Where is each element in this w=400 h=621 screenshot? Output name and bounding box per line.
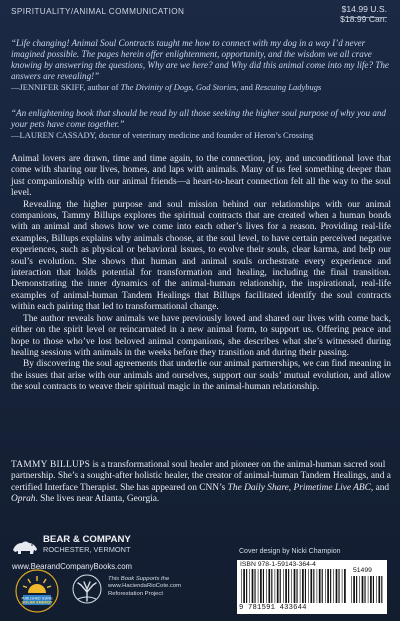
cover-design-credit: Cover design by Nicki Champion [239,548,341,555]
barcode-bar [300,569,301,603]
barcode-bar [336,569,338,603]
barcode-bar [291,569,292,603]
price-addon-bars [350,576,384,603]
barcode-bar [378,576,380,603]
quote-lead: “Life changing! [11,38,72,48]
price-addon-digits: 51499 [353,567,372,574]
price-divider [345,17,387,18]
barcode-bar [241,569,242,603]
barcode-bar [268,569,270,603]
testimonial-quote [11,108,391,141]
solar-energy-seal-icon [14,568,60,614]
reforestation-line3: Reforestation Project [108,590,164,597]
author-name: TAMMY BILLUPS [11,460,91,470]
barcode-bars [240,569,346,603]
barcode-bar [310,569,312,603]
isbn-barcode [237,560,387,614]
barcode-bar [271,569,272,603]
barcode-bar [330,569,331,603]
testimonial-quote [11,38,391,93]
seal-line1: PUBLISHED USING [21,596,53,601]
barcode-bar [373,576,374,603]
description-text [11,154,391,394]
barcode-bar [308,569,309,603]
price-can: $18.99 Can. [340,14,387,24]
quote-attribution [11,82,391,93]
bear-logo-icon [12,536,38,556]
barcode-bar [302,569,304,603]
barcode-bar [260,569,262,603]
barcode-bar [353,576,355,603]
barcode-bar [313,569,314,603]
bio-shows: The Daily Share, Primetime Live ABC, [227,482,374,493]
barcode-bar [249,569,250,603]
reforestation-url[interactable]: www.HaciendaRioCote.com [108,583,182,590]
price-block [340,4,387,24]
barcode-bar [368,576,369,603]
barcode-bar [338,569,339,603]
attribution-name: —JENNIFER SKIFF, author of [11,81,121,92]
attribution-and: and [238,81,255,92]
reforestation-line1: This Book Supports the [108,576,170,582]
barcode-bar [342,569,343,603]
barcode-bar [288,569,289,603]
quote-attribution: —LAUREN CASSADY, doctor of veterinary medicine and founder of Heron’s Crossing [11,129,314,140]
description-paragraph: The author reveals how animals we have previously loved and shared our lives with come back, either on the spirit level or reincarnated in a new animal form, to support us. Offering peace and hope to those who’ve lost beloved animal companions, she describes what she’s witnessed during healing sessions with animals in the weeks before they transition and during their passing. [11,313,391,358]
isbn-label: ISBN 978-1-59143-364-4 [240,561,316,568]
barcode-bar [319,569,321,603]
publisher-city: ROCHESTER, VERMONT [43,545,131,554]
publisher-url[interactable]: www.BearandCompanyBooks.com [12,562,133,571]
barcode-bar [325,569,326,603]
barcode-bar [280,569,281,603]
description-paragraph: By discovering the soul agreements that underlie our animal partnerships, we can find meaning in the issues that arise with our animals and ourselves, support our souls’ mutual evolution, and allow the soul contracts to weave their spiritual magic in the animal-human relationship. [11,359,391,393]
barcode-bar [370,576,372,603]
author-bio [11,460,391,506]
barcode-bar [263,569,264,603]
attribution-last-work: Rescuing Ladybugs [254,81,322,92]
barcode-bar [258,569,259,603]
barcode-bar [359,576,360,603]
category-label: SPIRITUALITY/ANIMAL COMMUNICATION [11,7,185,16]
barcode-bar [254,569,255,603]
reforestation-note [108,576,181,598]
quote-text: Animal Soul Contracts taught me how to connect with my dog in a way I’d never imagined possible. The pages herein offer enlightenment, opportunity, and the wisdom we all crave knowing by answering the questions, Why are we here? and Why did this animal come into my life? The answers are revealing!” [11,38,389,81]
barcode-bar [266,569,267,603]
barcode-bar [356,576,357,603]
description-paragraph: Revealing the higher purpose and soul mission behind our relationships with our animal companions, Tammy Billups explores the spiritual contracts that are created when a human bonds with an animal and shows how we come into each other’s lives for a reason. Providing real-life examples, Billups explains why animals choose, at the soul level, to have certain perceived negative experiences, such as physical or behavioral issues, to evolve their souls, clear karma, and help our soul’s evolution. She shows that human and animal souls orchestrate every experience and interaction that holds potential for transformation and healing, including the final transition. Demonstrating the inner dynamics of the animal-human relationship, the inspirational, real-life examples of animal-human Tandem Healings that Billups facilitated identify the soul contracts within each pairing that led to transformational change. [11,199,391,313]
barcode-bar [246,569,247,603]
barcode-bar [277,569,279,603]
barcode-bar [275,569,276,603]
barcode-bar [333,569,334,603]
description-paragraph: Animal lovers are drawn, time and time again, to the connection, joy, and unconditional love that come with sharing our lives, homes, and laps with animals. Many of us feel something deeper than just companionship with our animal friends—a heart-to-heart connection felt all the way to the soul level. [11,154,391,199]
attribution-works: The Divinity of Dogs, God Stories, [120,81,239,92]
barcode-bar [285,569,287,603]
bio-text: . She lives near Atlanta, Georgia. [35,494,160,505]
barcode-bar [296,569,297,603]
barcode-bar [381,576,382,603]
barcode-bar [305,569,306,603]
tree-logo-icon [70,573,104,607]
seal-line2: SOLAR ENERGY [21,600,53,605]
barcode-bar [376,576,377,603]
barcode-bar [362,576,364,603]
barcode-bar [252,569,254,603]
barcode-bar [364,576,365,603]
barcode-bar [317,569,318,603]
barcode-bar [294,569,296,603]
price-us: $14.99 U.S. [341,4,387,14]
barcode-bar [243,569,245,603]
barcode-bar [351,576,352,603]
quote-text: “An enlightening book that should be read by all those seeking the higher soul purpose of why you and your pets have come together.” [11,108,386,129]
publisher-name: BEAR & COMPANY [43,534,131,545]
bio-show-last: Oprah [11,494,36,505]
barcode-bar [283,569,284,603]
barcode-digits: 9 781591 433644 [239,604,307,612]
barcode-bar [322,569,323,603]
bio-text: and [373,482,390,493]
barcode-bar [327,569,329,603]
bio-text: is a transformational soul healer and pioneer on the animal-human sacred soul partnership. She’s a sought-after holistic healer, the creator of animal-human Tandem Healings, and a certified Interface Therapist. She has appeared on CNN’s [11,460,391,493]
barcode-bar [344,569,346,603]
